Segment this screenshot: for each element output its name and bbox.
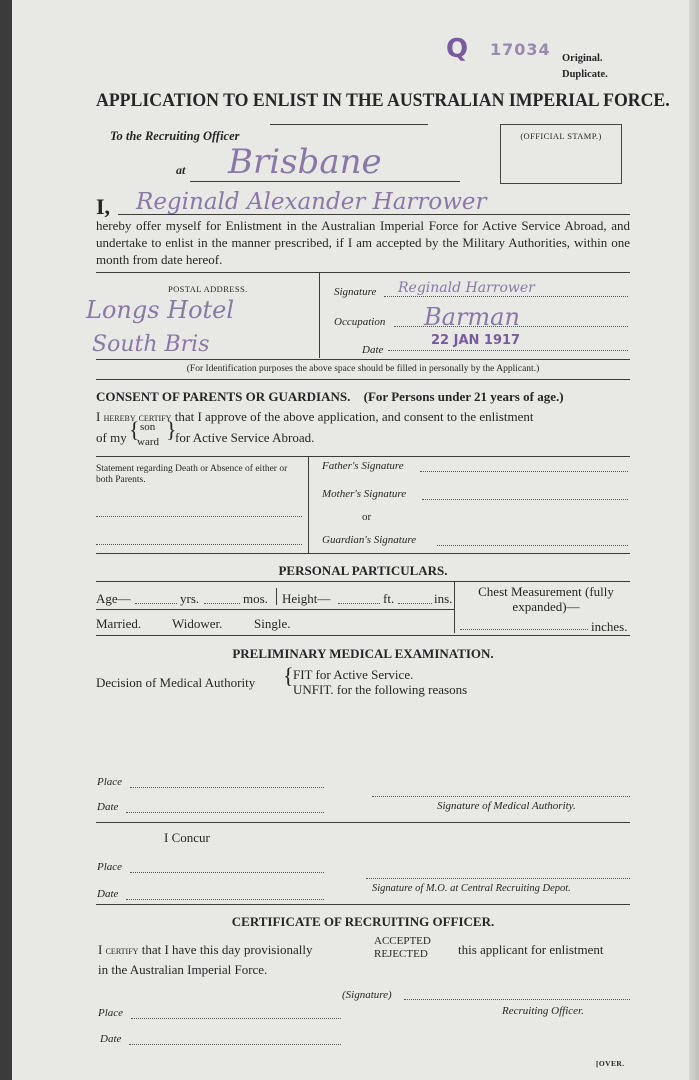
age-months-line	[204, 603, 240, 604]
rule	[96, 553, 630, 554]
mos-label: mos.	[243, 591, 268, 606]
i-label: I,	[96, 194, 111, 219]
mothers-signature-label: Mother's Signature	[322, 488, 407, 500]
mo-signature-label: Signature of M.O. at Central Recruiting Depot.	[372, 883, 571, 894]
certificate-heading: CERTIFICATE OF RECRUITING OFFICER.	[231, 914, 495, 929]
concur-place-line	[130, 872, 324, 873]
medical-signature-line	[372, 796, 630, 797]
over-label: [OVER.	[596, 1059, 625, 1068]
certificate-certify-smallcaps: certify	[105, 943, 139, 957]
occupation-handwritten: Barman	[424, 303, 520, 331]
consent-or: or	[362, 511, 372, 523]
certificate-tail: this applicant for enlistment	[458, 942, 604, 957]
official-stamp-label: (OFFICIAL STAMP.)	[520, 131, 602, 141]
occupation-label: Occupation	[334, 316, 386, 328]
rule	[270, 124, 428, 125]
signature-label: Signature	[334, 286, 377, 298]
copy-label-original: Original.	[562, 53, 603, 64]
certificate-date-label: Date	[100, 1033, 122, 1045]
form-number-stamp: 17034	[490, 40, 551, 59]
brace-icon: {	[283, 663, 294, 688]
brace-icon: }	[166, 417, 177, 442]
consent-certify-line	[96, 409, 534, 425]
date-stamp: 22 JAN 1917	[431, 333, 521, 348]
height-feet-line	[338, 603, 380, 604]
form-title: APPLICATION TO ENLIST IN THE AUSTRALIAN IMPERIAL FORCE.	[96, 91, 670, 111]
rule	[319, 272, 320, 358]
certificate-signature-line	[404, 999, 630, 1000]
rule	[96, 635, 630, 636]
rule	[96, 609, 454, 610]
guardians-signature-label: Guardian's Signature	[322, 534, 417, 546]
certificate-signature-label: (Signature)	[342, 989, 392, 1001]
rule	[118, 214, 630, 215]
certificate-certify-prefix: I	[98, 942, 103, 957]
official-stamp-box	[500, 124, 622, 184]
mothers-signature-line	[422, 499, 628, 500]
concur-label: I Concur	[164, 830, 210, 845]
statement-label: Statement regarding Death or Absence of either or both Parents.	[96, 464, 288, 485]
occupation-line	[394, 326, 628, 327]
at-label: at	[176, 163, 186, 177]
rule	[308, 456, 309, 553]
statement-line	[96, 516, 302, 517]
consent-heading-note: (For Persons under 21 years of age.)	[363, 389, 564, 404]
rule	[96, 822, 630, 823]
medical-heading: PRELIMINARY MEDICAL EXAMINATION.	[232, 646, 494, 661]
mo-signature-line	[366, 878, 630, 879]
fathers-signature-label: Father's Signature	[322, 460, 404, 472]
rule	[454, 581, 455, 633]
concur-place-label: Place	[97, 861, 123, 873]
certificate-certify-line	[98, 942, 312, 958]
statement-line	[96, 544, 302, 545]
certificate-rejected: REJECTED	[374, 948, 428, 960]
consent-certify-prefix: I	[96, 409, 101, 424]
concur-date-line	[126, 899, 324, 900]
rule	[96, 904, 630, 905]
ft-label: ft.	[383, 591, 395, 606]
medical-place-line	[130, 787, 324, 788]
to-recruiting-officer-label: To the Recruiting Officer	[110, 129, 240, 143]
married-label: Married.	[96, 616, 142, 631]
yrs-label: yrs.	[180, 591, 200, 606]
guardians-signature-line	[437, 545, 628, 546]
inches-label: inches.	[591, 619, 628, 634]
single-label: Single.	[254, 616, 291, 631]
postal-address-label: POSTAL ADDRESS.	[168, 284, 248, 294]
certificate-date-line	[129, 1044, 341, 1045]
recruiting-officer-label: Recruiting Officer.	[502, 1005, 584, 1017]
applicant-name-handwritten: Reginald Alexander Harrower	[136, 189, 487, 215]
chest-line	[460, 629, 588, 630]
chest-label: Chest Measurement (fully expanded)—	[478, 584, 614, 614]
certificate-place-line	[131, 1018, 341, 1019]
medical-date-label: Date	[97, 801, 119, 813]
age-years-line	[135, 603, 177, 604]
medical-signature-label: Signature of Medical Authority.	[437, 800, 576, 812]
brace-icon: {	[129, 417, 140, 442]
rule	[96, 456, 630, 457]
rule	[190, 181, 460, 182]
rule	[96, 359, 630, 360]
height-inches-line	[398, 603, 432, 604]
medical-fit: FIT for Active Service.	[293, 667, 414, 682]
consent-heading-title: CONSENT OF PARENTS OR GUARDIANS.	[96, 389, 351, 404]
rule	[96, 272, 630, 273]
consent-ward: ward	[137, 436, 159, 448]
consent-son: son	[140, 421, 156, 433]
widower-label: Widower.	[172, 616, 223, 631]
consent-certify-text: that I approve of the above application, and consent to the enlistment	[174, 409, 534, 424]
fathers-signature-line	[420, 471, 628, 472]
height-label: Height—	[282, 591, 331, 606]
certificate-certify-text: that I have this day provisionally	[141, 942, 313, 957]
declaration-text: hereby offer myself for Enlistment in the Australian Imperial Force for Active Service Abroad, and undertake to enlist in the manner prescribed, if I am accepted by the Military Authorities, within one month from date hereof.	[96, 218, 630, 267]
date-label: Date	[362, 344, 384, 356]
consent-of-my: of my	[96, 430, 127, 445]
personal-heading: PERSONAL PARTICULARS.	[278, 563, 448, 578]
applicant-signature-handwritten: Reginald Harrower	[398, 280, 535, 296]
rule	[276, 588, 277, 605]
date-line	[388, 350, 628, 351]
postal-address-line1: Longs Hotel	[86, 296, 235, 324]
medical-place-label: Place	[97, 776, 123, 788]
consent-heading	[96, 389, 564, 405]
signature-line	[384, 296, 628, 297]
copy-label-duplicate: Duplicate.	[562, 69, 608, 80]
medical-decision-label: Decision of Medical Authority	[96, 675, 256, 690]
concur-date-label: Date	[97, 888, 119, 900]
consent-for-service: for Active Service Abroad.	[175, 430, 315, 445]
consent-certify-smallcaps: hereby certify	[103, 410, 172, 424]
age-label: Age—	[96, 591, 131, 606]
rule	[96, 379, 630, 380]
identification-note: (For Identification purposes the above space should be filled in personally by the Applicant.)	[186, 364, 540, 374]
medical-unfit: UNFIT. for the following reasons	[293, 682, 468, 697]
medical-date-line	[126, 812, 324, 813]
ins-label: ins.	[434, 591, 453, 606]
rule	[96, 581, 630, 582]
certificate-place-label: Place	[98, 1007, 124, 1019]
postal-address-line2: South Bris	[92, 332, 210, 357]
certificate-accepted: ACCEPTED	[374, 935, 431, 947]
recruiting-location-handwritten: Brisbane	[228, 142, 382, 182]
certificate-line2: in the Australian Imperial Force.	[98, 962, 268, 977]
form-letter-stamp: Q	[446, 34, 469, 64]
